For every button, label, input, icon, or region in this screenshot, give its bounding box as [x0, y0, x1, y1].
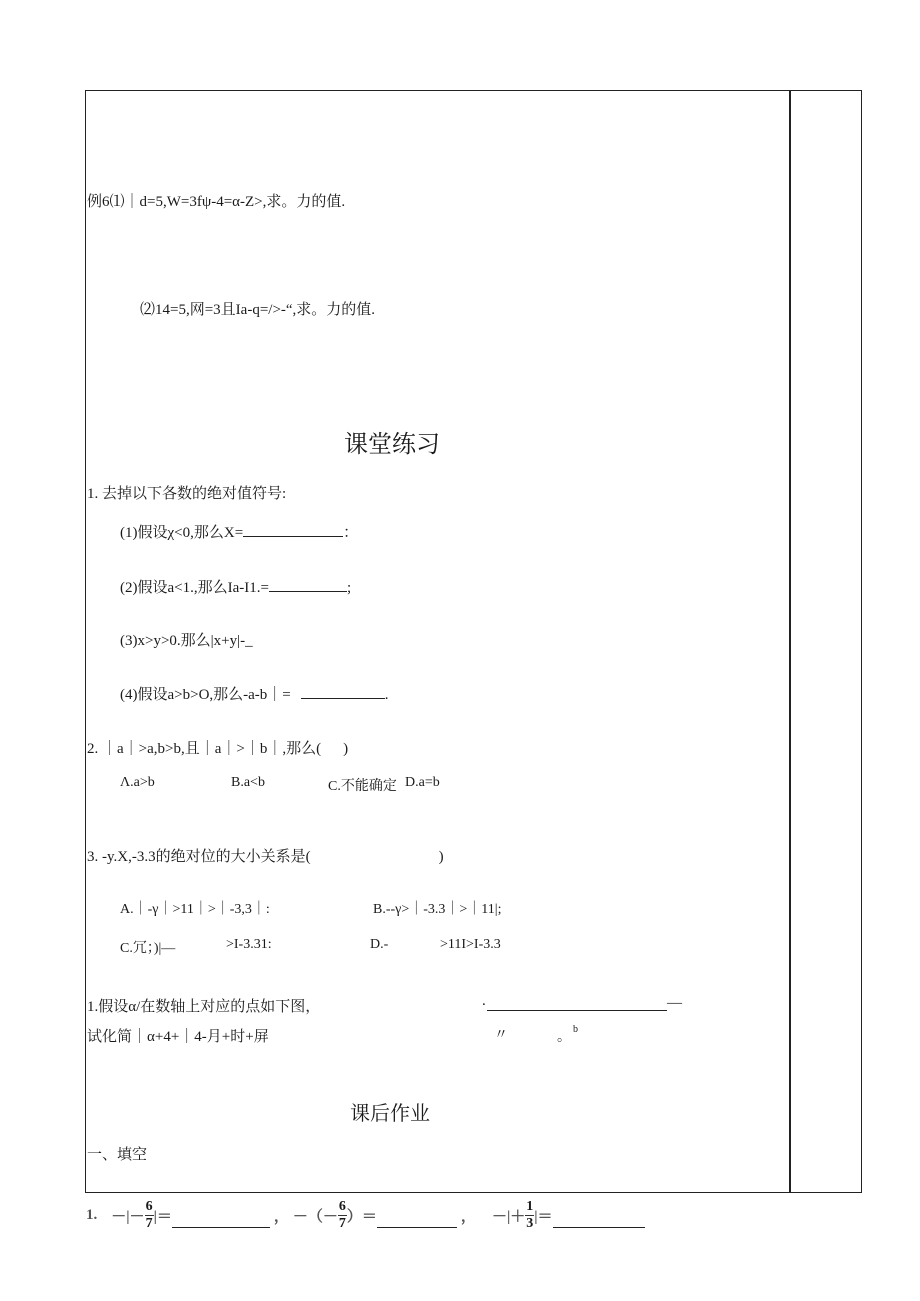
number-line-label-b: b [573, 1024, 578, 1035]
q3-paren: ) [438, 849, 444, 865]
number-line-dot: . [482, 993, 486, 1009]
expr1-suffix: |＝ [153, 1208, 172, 1225]
q1-d [120, 683, 389, 704]
q3-option-b[interactable]: B.--γ>｜-3.3｜>｜11|; [373, 902, 502, 917]
expr3-suffix: |＝ [534, 1208, 553, 1225]
q2-stem [87, 737, 348, 758]
q3-option-a[interactable]: A.｜-γ｜>11｜>｜-3,3｜: [120, 902, 270, 917]
expr2-prefix: －（－ [292, 1208, 338, 1225]
q3-stem-text: 3. -y.X,-3.3的绝对位的大小关系是( [87, 849, 311, 865]
number-line-label-quote: 〃 [494, 1028, 508, 1043]
q2-option-c[interactable]: C.不能确定 [328, 779, 397, 794]
number-line-end-mark: — [667, 995, 682, 1011]
expr1-blank[interactable] [172, 1213, 270, 1228]
expr-sep-1: ， [273, 1208, 289, 1225]
expr3-prefix: －|＋ [491, 1208, 526, 1225]
fraction-1-3: $\frac{1}{3}$ [526, 1198, 534, 1231]
q2-paren: ) [343, 741, 349, 757]
classroom-title: 课堂练习 [344, 432, 440, 458]
q2-option-d[interactable]: D.a=b [405, 775, 440, 790]
q1-b-post: ; [346, 580, 352, 596]
q3-option-c-tail: >I-3.31: [226, 937, 272, 952]
q1-a-blank[interactable] [243, 522, 343, 537]
homework-item-number: 1. [86, 1206, 98, 1223]
q2-option-b[interactable]: B.a<b [231, 775, 265, 790]
q1-d-blank[interactable] [301, 684, 385, 699]
q1-d-text: (4)假设a>b>O,那么-a-b｜= [120, 687, 291, 703]
q3-stem [87, 845, 444, 866]
q1-b-text: (2)假设a<1.,那么Ia-I1.= [120, 580, 269, 596]
q1-a [120, 521, 358, 542]
side-table-cell [789, 90, 862, 1193]
q3-option-d-tail: >11I>I-3.3 [440, 937, 501, 952]
example6-part2: ⑵14=5,网=3且Ia-q=/>-“,求。力的值. [140, 302, 376, 318]
q1-b [120, 576, 351, 597]
fraction-6-7-a: $\frac{6}{7}$ [145, 1198, 153, 1231]
q4-stem: 1.假设α/在数轴上对应的点如下图， [87, 999, 321, 1015]
expr3-blank[interactable] [553, 1213, 645, 1228]
homework-item-1 [86, 1193, 645, 1237]
expr2-suffix: ）＝ [346, 1208, 377, 1225]
q1-b-blank[interactable] [269, 577, 347, 592]
q1-c: (3)x>y>0.那么|x+y|-_ [120, 633, 253, 649]
example6-part1: 例6⑴｜d=5,W=3fψ-4=α-Z>,求。力的值. [87, 194, 346, 210]
q4-line2: 试化简｜α+4+｜4-月+时+屏 [87, 1029, 269, 1045]
q1-a-text: (1)假设χ<0,那么X= [120, 525, 244, 541]
expr1-prefix: －|－ [111, 1208, 145, 1225]
q1-a-post: ： [343, 525, 359, 541]
fraction-6-7-b: $\frac{6}{7}$ [338, 1198, 346, 1231]
q3-option-d[interactable]: D.- [370, 937, 389, 952]
q2-stem-text: 2. ｜a｜>a,b>b,且｜a｜>｜b｜,那么( [87, 741, 322, 757]
expr2-blank[interactable] [377, 1213, 457, 1228]
number-line [487, 1010, 667, 1011]
q3-option-c[interactable]: C.冗；)|— [120, 941, 176, 956]
homework-section: 一、填空 [87, 1147, 148, 1163]
q1-stem: 1. 去掉以下各数的绝对值符号: [87, 486, 287, 502]
expr-sep-2: ， [460, 1208, 476, 1225]
homework-title: 课后作业 [350, 1103, 430, 1125]
number-line-label-dot: 。 [557, 1030, 571, 1045]
q1-d-post: . [384, 687, 389, 703]
q2-option-a[interactable]: Λ.a>b [120, 775, 155, 790]
